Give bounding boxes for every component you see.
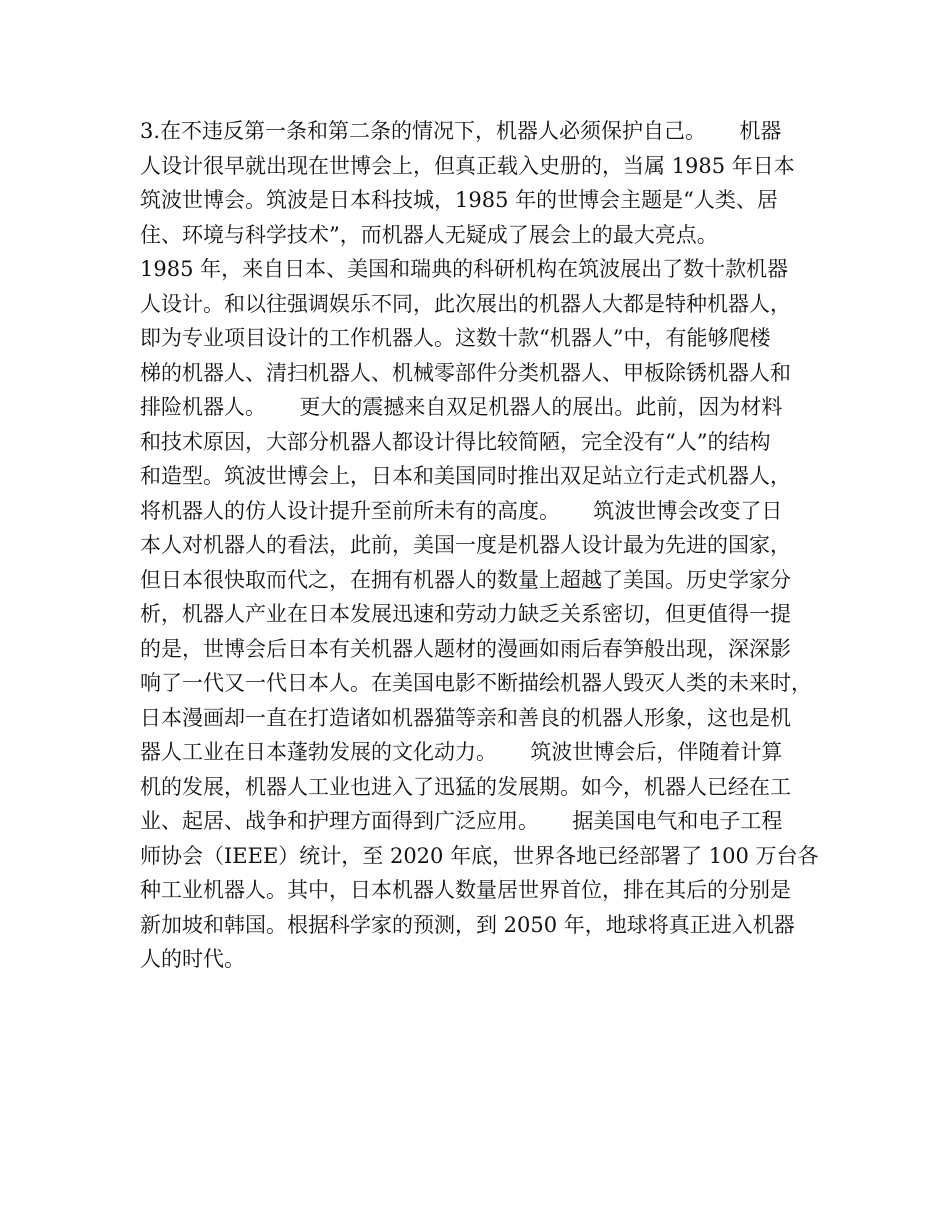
text-line: 本人对机器人的看法，此前，美国一度是机器人设计最为先进的国家， xyxy=(140,533,791,557)
text-line: 器人工业在日本蓬勃发展的文化动力。 筑波世博会后，伴随着计算 xyxy=(140,740,783,764)
text-line: 人设计。和以往强调娱乐不同，此次展出的机器人大都是特种机器人， xyxy=(140,291,791,316)
text-line: 住、环境与科学技术”，而机器人无疑成了展会上的最大亮点。 xyxy=(140,222,718,247)
text-line: 即为专业项目设计的工作机器人。这数十款“机器人”中，有能够爬楼 xyxy=(140,326,771,350)
text-line: 1985 年，来自日本、美国和瑞典的科研机构在筑波展出了数十款机器 xyxy=(140,257,789,281)
text-line: 师协会（IEEE）统计，至 2020 年底，世界各地已经部署了 100 万台各 xyxy=(140,843,819,868)
text-line: 但日本很快取而代之，在拥有机器人的数量上超越了美国。历史学家分 xyxy=(140,567,791,592)
body-text xyxy=(140,114,830,977)
text-line: 种工业机器人。其中，日本机器人数量居世界首位，排在其后的分别是 xyxy=(140,878,791,902)
text-line: 的是，世博会后日本有关机器人题材的漫画如雨后春笋般出现，深深影 xyxy=(140,636,791,661)
text-line: 和造型。筑波世博会上，日本和美国同时推出双足站立行走式机器人， xyxy=(140,464,791,488)
text-line: 机的发展，机器人工业也进入了迅猛的发展期。如今，机器人已经在工 xyxy=(140,774,791,799)
text-line: 日本漫画却一直在打造诸如机器猫等亲和善良的机器人形象，这也是机 xyxy=(140,705,791,730)
text-line: 将机器人的仿人设计提升至前所未有的高度。 筑波世博会改变了日 xyxy=(140,498,783,523)
text-line: 和技术原因，大部分机器人都设计得比较简陋，完全没有“人”的结构 xyxy=(140,429,771,454)
text-line: 排险机器人。 更大的震撼来自双足机器人的展出。此前，因为材料 xyxy=(140,395,783,419)
text-line: 3.在不违反第一条和第二条的情况下，机器人必须保护自己。 机器 xyxy=(140,119,782,143)
text-line: 响了一代又一代日本人。在美国电影不断描绘机器人毁灭人类的未来时， xyxy=(140,671,812,695)
text-line: 析，机器人产业在日本发展迅速和劳动力缺乏关系密切，但更值得一提 xyxy=(140,602,791,626)
text-line: 人的时代。 xyxy=(140,947,245,971)
text-line: 新加坡和韩国。根据科学家的预测，到 2050 年，地球将真正进入机器 xyxy=(140,912,795,937)
text-line: 人设计很早就出现在世博会上，但真正载入史册的，当属 1985 年日本 xyxy=(140,153,795,178)
text-line: 梯的机器人、清扫机器人、机械零部件分类机器人、甲板除锈机器人和 xyxy=(140,360,791,385)
text-line: 业、起居、战争和护理方面得到广泛应用。 据美国电气和电子工程 xyxy=(140,809,783,833)
text-line: 筑波世博会。筑波是日本科技城，1985 年的世博会主题是“人类、居 xyxy=(140,188,778,212)
